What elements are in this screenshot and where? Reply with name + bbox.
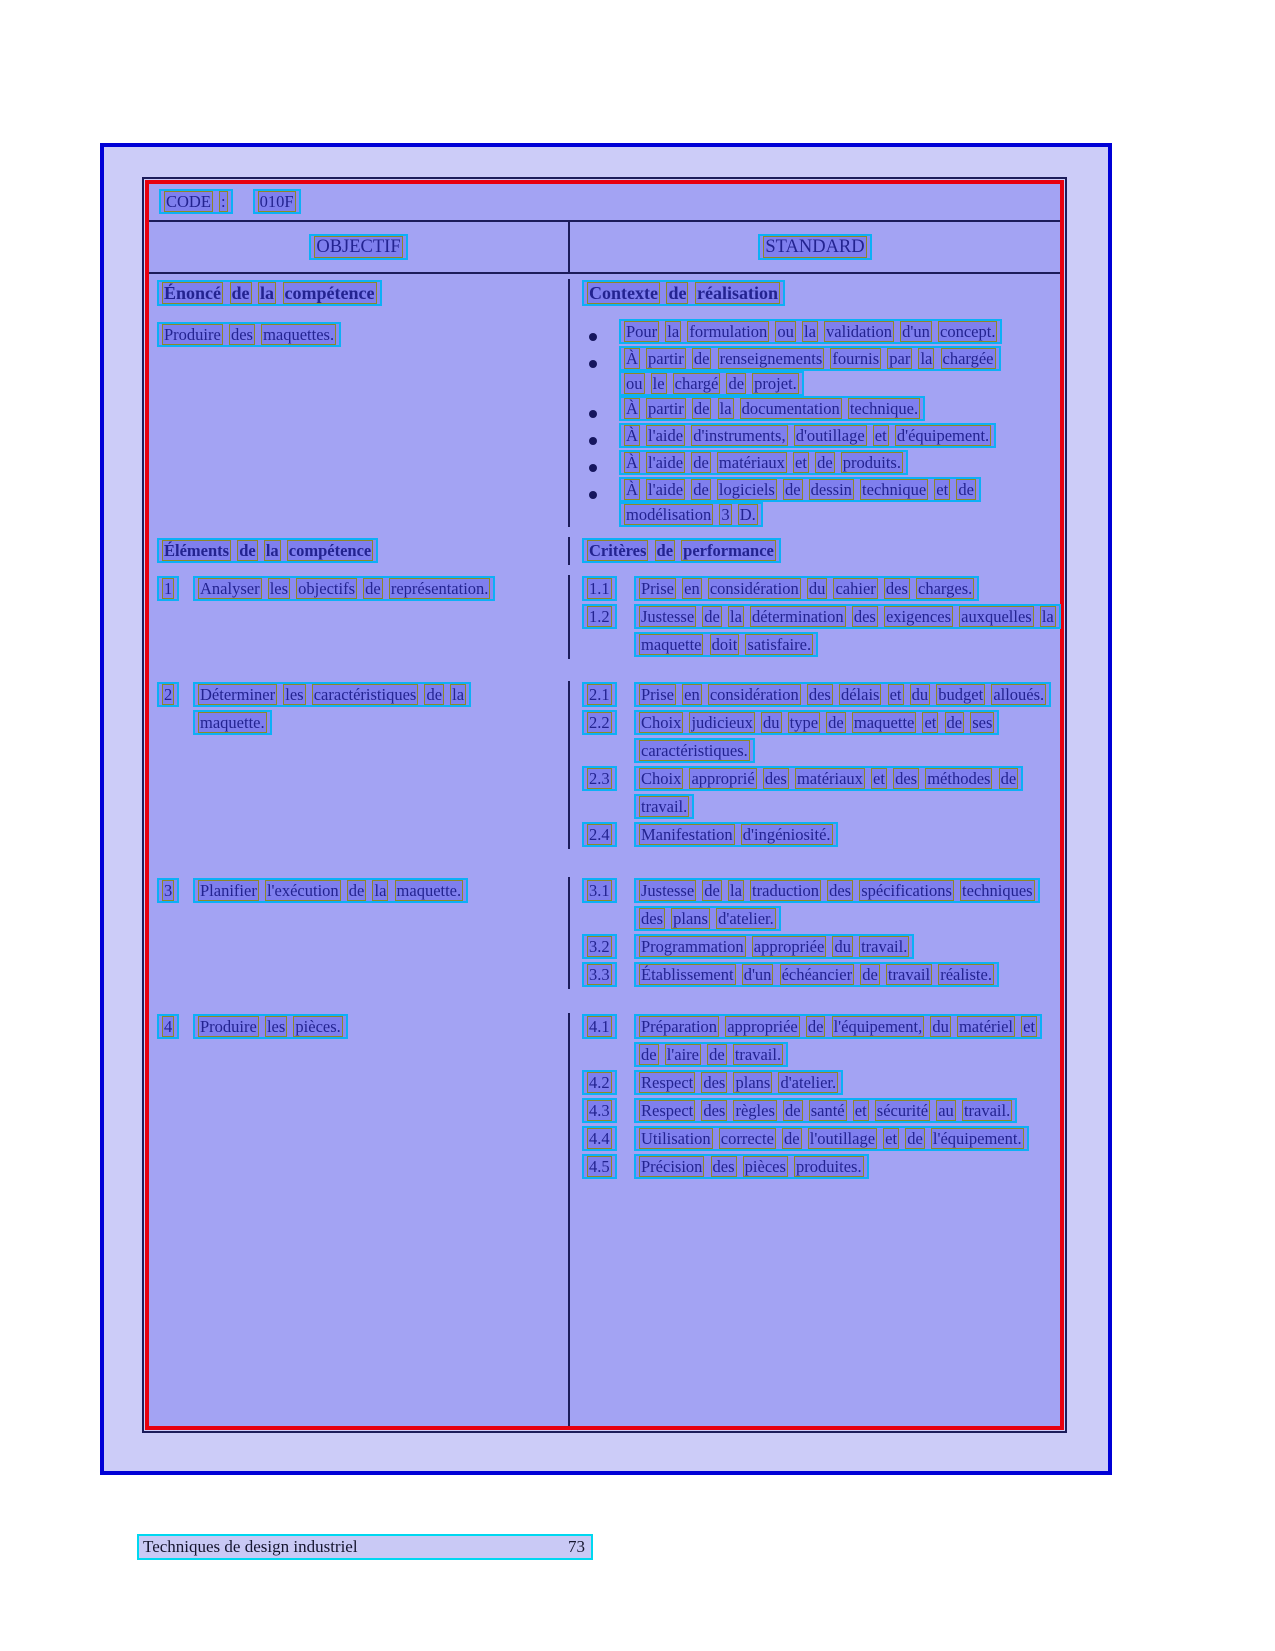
column-header-row (149, 222, 1060, 274)
page-footer (137, 1534, 593, 1560)
table-filler (149, 1181, 1060, 1426)
page-frame (100, 143, 1112, 1475)
criterion: 2.1 Prise en considération des délais et du budget alloués. (582, 681, 1060, 709)
criterion: 4.5 Précision des pièces produites. (582, 1153, 1060, 1181)
objective-standard-table (145, 180, 1064, 1430)
enonce-title: Énoncé de la compétence (157, 280, 382, 306)
element-number: 3 (157, 877, 193, 905)
standard-column-header: STANDARD (758, 233, 871, 261)
element-text: Déterminer les caractéristiques de la maquette. (193, 681, 545, 737)
criterion: 3.3 Établissement d'un échéancier de travail réaliste. (582, 961, 1060, 989)
element-text: Planifier l'exécution de la maquette. (193, 877, 468, 905)
criterion: 4.1 Préparation appropriée de l'équipement, du matériel et de l'aire de travail. (582, 1013, 1060, 1069)
competence-statement: Produire des maquettes. (157, 322, 341, 347)
list-item: À partir de renseignements fournis par la chargée ou le chargé de projet. (582, 346, 1060, 396)
table-body (149, 274, 1060, 1426)
criterion: 1.2 Justesse de la détermination des exigences auxquelles la maquette doit satisfaire. (582, 603, 1060, 659)
elements-header-row (149, 537, 1060, 565)
criterion: 2.2 Choix judicieux du type de maquette et de ses caractéristiques. (582, 709, 1060, 765)
list-item: À l'aide de matériaux et de produits. (582, 450, 1060, 477)
list-item: À l'aide de logiciels de dessin technique et de modélisation 3 D. (582, 477, 1060, 527)
element-row-1 (149, 575, 1060, 659)
code-label: CODE : (159, 188, 233, 216)
element-number: 4 (157, 1013, 193, 1041)
list-item: Pour la formulation ou la validation d'un concept. (582, 319, 1060, 346)
objectif-column-header: OBJECTIF (309, 233, 407, 261)
footer-document-title: Techniques de design industriel (143, 1537, 358, 1556)
criterion: 2.4 Manifestation d'ingéniosité. (582, 821, 1060, 849)
element-text: Analyser les objectifs de représentation. (193, 575, 495, 603)
criterion: 4.4 Utilisation correcte de l'outillage et de l'équipement. (582, 1125, 1060, 1153)
context-bullet-list (582, 319, 1060, 527)
bullet-icon (589, 464, 597, 472)
element-row-4 (149, 1013, 1060, 1181)
criterion: 1.1 Prise en considération du cahier des charges. (582, 575, 1060, 603)
element-row-2 (149, 681, 1060, 849)
element-number: 1 (157, 575, 193, 603)
criterion: 4.3 Respect des règles de santé et sécurité au travail. (582, 1097, 1060, 1125)
elements-title: Éléments de la compétence (157, 538, 378, 563)
bullet-icon (589, 410, 597, 418)
bullet-icon (589, 333, 597, 341)
element-row-3 (149, 877, 1060, 989)
code-value: 010F (253, 188, 301, 216)
criterion: 4.2 Respect des plans d'atelier. (582, 1069, 1060, 1097)
bullet-icon (589, 491, 597, 499)
element-number: 2 (157, 681, 193, 737)
footer-page-number: 73 (568, 1537, 585, 1556)
criterion: 3.2 Programmation appropriée du travail. (582, 933, 1060, 961)
criterion: 2.3 Choix approprié des matériaux et des méthodes de travail. (582, 765, 1060, 821)
code-row (149, 184, 1060, 222)
competence-section (149, 279, 1060, 527)
criterion: 3.1 Justesse de la traduction des spécifications techniques des plans d'atelier. (582, 877, 1060, 933)
bullet-icon (589, 360, 597, 368)
criteres-title: Critères de performance (582, 538, 781, 563)
list-item: À l'aide d'instruments, d'outillage et d'équipement. (582, 423, 1060, 450)
element-text: Produire les pièces. (193, 1013, 348, 1041)
contexte-title: Contexte de réalisation (582, 280, 785, 306)
bullet-icon (589, 437, 597, 445)
list-item: À partir de la documentation technique. (582, 396, 1060, 423)
